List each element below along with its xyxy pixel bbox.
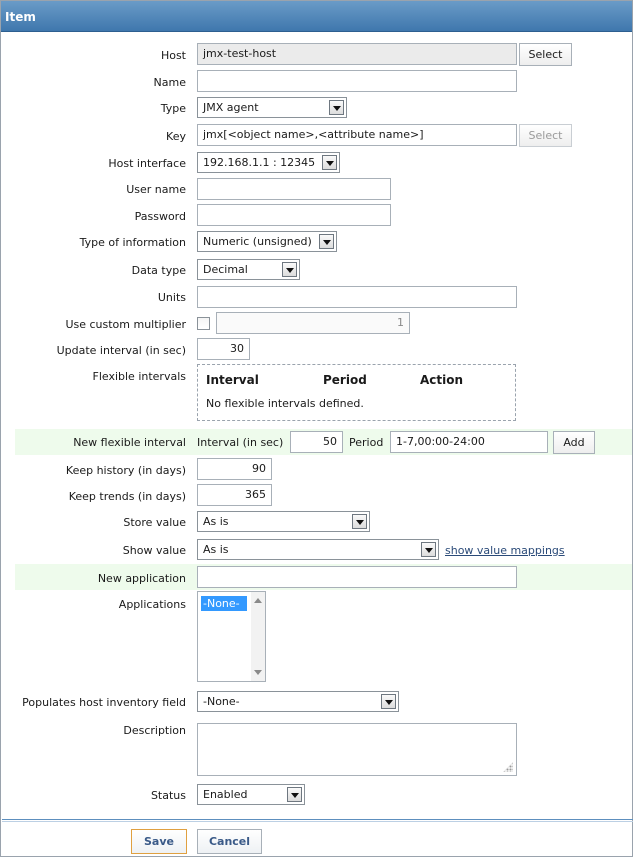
scroll-up-icon[interactable] — [254, 598, 262, 603]
custom-multiplier-input[interactable]: 1 — [216, 312, 410, 334]
new-flexible-interval-label: New flexible interval — [73, 436, 186, 449]
show-value-value: As is — [203, 543, 229, 556]
name-label: Name — [153, 76, 186, 89]
custom-multiplier-label: Use custom multiplier — [65, 318, 186, 331]
show-value-mappings-link[interactable]: show value mappings — [445, 544, 565, 557]
data-type-label: Data type — [131, 264, 186, 277]
period-label: Period — [349, 436, 384, 449]
flexible-intervals-label: Flexible intervals — [92, 370, 186, 383]
new-application-input[interactable] — [197, 566, 517, 588]
keep-history-label: Keep history (in days) — [65, 464, 186, 477]
column-header-interval: Interval — [206, 373, 259, 387]
data-type-value: Decimal — [203, 263, 248, 276]
password-input[interactable] — [197, 204, 391, 226]
flexible-intervals-table — [197, 364, 516, 421]
applications-listbox[interactable] — [197, 591, 266, 682]
type-of-information-select[interactable] — [197, 231, 337, 252]
key-input[interactable]: jmx[<object name>,<attribute name>] — [197, 124, 517, 146]
units-label: Units — [157, 291, 186, 304]
chevron-down-icon[interactable] — [329, 100, 344, 115]
applications-label: Applications — [118, 598, 186, 611]
host-interface-label: Host interface — [108, 157, 186, 170]
column-header-action: Action — [420, 373, 464, 387]
units-input[interactable] — [197, 286, 517, 308]
status-select[interactable] — [197, 784, 305, 805]
type-select-value: JMX agent — [203, 101, 259, 114]
store-value-value: As is — [203, 515, 229, 528]
save-button[interactable]: Save — [131, 829, 187, 854]
description-textarea[interactable] — [197, 723, 517, 776]
show-value-label: Show value — [122, 544, 186, 557]
store-value-label: Store value — [123, 516, 186, 529]
show-value-select[interactable] — [197, 539, 439, 560]
footer-divider — [2, 819, 633, 822]
chevron-down-icon[interactable] — [322, 155, 337, 170]
chevron-down-icon[interactable] — [381, 694, 396, 709]
chevron-down-icon[interactable] — [421, 542, 436, 557]
type-label: Type — [160, 102, 186, 115]
name-input[interactable] — [197, 70, 517, 92]
key-label: Key — [166, 130, 186, 143]
host-select-button[interactable]: Select — [519, 43, 572, 66]
new-period-input[interactable]: 1-7,00:00-24:00 — [390, 431, 548, 453]
chevron-down-icon[interactable] — [352, 514, 367, 529]
new-interval-input[interactable]: 50 — [290, 431, 343, 453]
resize-grip-icon[interactable] — [503, 762, 513, 772]
key-select-button[interactable]: Select — [519, 124, 572, 147]
host-label: Host — [160, 49, 186, 62]
custom-multiplier-checkbox[interactable] — [197, 317, 210, 330]
host-interface-value: 192.168.1.1 : 12345 — [203, 156, 316, 169]
column-header-period: Period — [323, 373, 367, 387]
user-name-label: User name — [126, 183, 186, 196]
chevron-down-icon[interactable] — [282, 262, 297, 277]
type-of-information-label: Type of information — [79, 236, 186, 249]
inventory-field-select[interactable] — [197, 691, 399, 712]
inventory-field-label: Populates host inventory field — [22, 696, 186, 709]
type-select[interactable] — [197, 97, 347, 118]
password-label: Password — [134, 210, 186, 223]
inventory-field-value: -None- — [203, 695, 240, 708]
status-label: Status — [150, 789, 186, 802]
description-label: Description — [123, 724, 186, 737]
applications-option[interactable]: -None- — [201, 596, 247, 611]
user-name-input[interactable] — [197, 178, 391, 200]
keep-history-input[interactable]: 90 — [197, 458, 272, 480]
cancel-button[interactable]: Cancel — [197, 829, 262, 854]
keep-trends-input[interactable]: 365 — [197, 484, 272, 506]
type-of-information-value: Numeric (unsigned) — [203, 235, 312, 248]
add-flexible-interval-button[interactable]: Add — [553, 431, 595, 454]
chevron-down-icon[interactable] — [319, 234, 334, 249]
chevron-down-icon[interactable] — [287, 787, 302, 802]
scroll-down-icon[interactable] — [254, 670, 262, 675]
interval-in-sec-label: Interval (in sec) — [197, 436, 284, 449]
status-value: Enabled — [203, 788, 248, 801]
host-field: jmx-test-host — [197, 43, 517, 65]
update-interval-input[interactable]: 30 — [197, 338, 250, 360]
update-interval-label: Update interval (in sec) — [56, 344, 186, 357]
window-title: Item — [1, 1, 632, 32]
keep-trends-label: Keep trends (in days) — [68, 490, 186, 503]
store-value-select[interactable] — [197, 511, 370, 532]
data-type-select[interactable] — [197, 259, 300, 280]
new-application-label: New application — [97, 572, 186, 585]
flexible-intervals-empty-text: No flexible intervals defined. — [206, 397, 364, 410]
host-interface-select[interactable] — [197, 152, 340, 173]
applications-scrollbar[interactable] — [251, 592, 265, 681]
